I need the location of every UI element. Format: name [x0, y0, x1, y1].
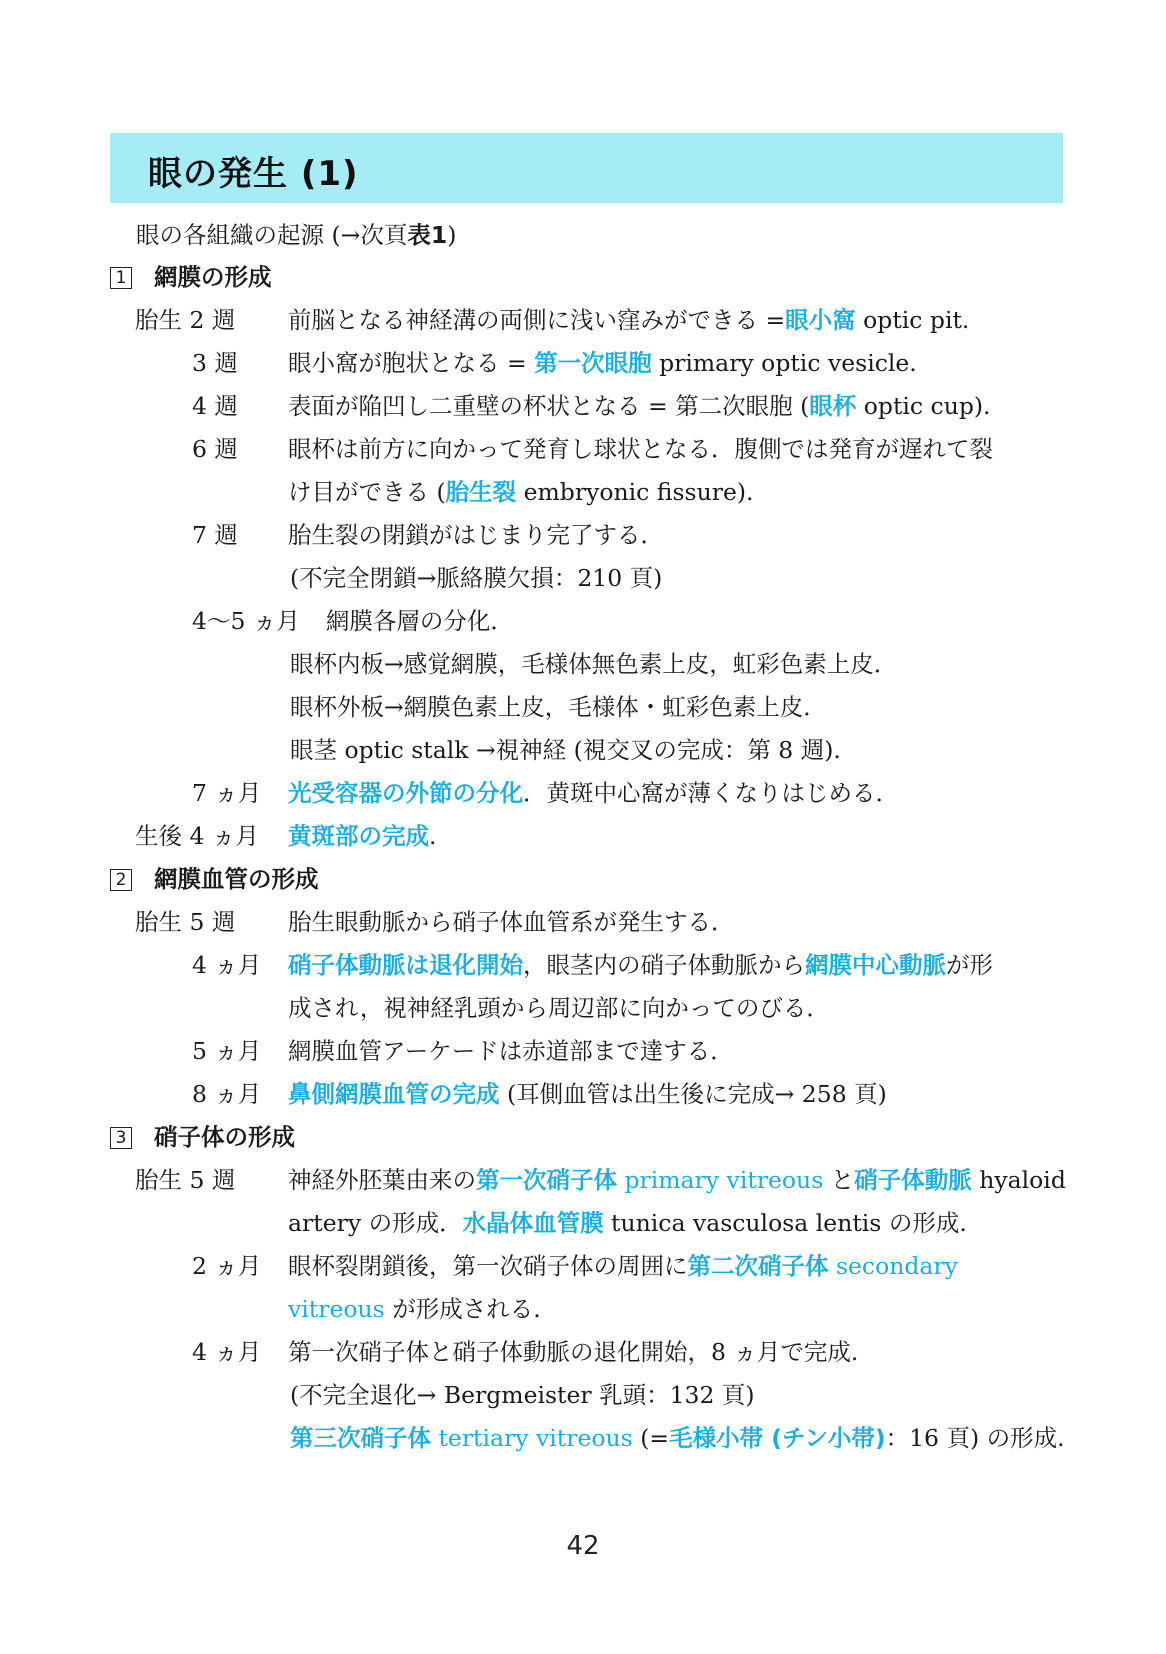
timeline-text: 神経外胚葉由来の第一次硝子体 primary vitreous と硝子体動脈 hyaloid	[288, 1166, 1066, 1194]
highlight-term: 第一次眼胞	[534, 349, 652, 377]
timeline-text: 眼小窩が胞状となる = 第一次眼胞 primary optic vesicle.	[288, 349, 917, 377]
section-title: 硝子体の形成	[154, 1123, 295, 1151]
timeline-text: 眼杯外板→網膜色素上皮，毛様体・虹彩色素上皮．	[290, 693, 827, 721]
highlight-term: 胎生裂	[445, 478, 517, 506]
timeline-text: 黄斑部の完成.	[288, 822, 437, 850]
timeline-label: 4〜5 ヵ月 網膜各層の分化．	[192, 607, 514, 635]
timeline-text: 表面が陥凹し二重壁の杯状となる = 第二次眼胞 (眼杯 optic cup).	[288, 392, 991, 420]
timeline-text: 胎生裂の閉鎖がはじまり完了する．	[288, 521, 664, 549]
timeline-text: 第一次硝子体と硝子体動脈の退化開始，8 ヵ月で完成.	[288, 1338, 859, 1366]
highlight-term: 第一次硝子体	[476, 1166, 617, 1194]
timeline-text: 前脳となる神経溝の両側に浅い窪みができる =眼小窩 optic pit.	[288, 306, 970, 334]
page-title: 眼の発生 (1)	[148, 154, 359, 194]
highlight-term: 硝子体動脈は退化開始	[288, 951, 523, 979]
highlight-term: 硝子体動脈	[854, 1166, 972, 1194]
timeline-label: 4 ヵ月	[192, 1338, 262, 1366]
timeline-text: 硝子体動脈は退化開始，眼茎内の硝子体動脈から網膜中心動脈が形	[288, 951, 993, 979]
highlight-term: 毛様小帯 (チン小帯)	[669, 1424, 886, 1452]
timeline-label: 生後 4 ヵ月	[135, 822, 259, 850]
section-title: 網膜血管の形成	[154, 865, 319, 893]
timeline-text: (不完全退化→ Bergmeister 乳頭：132 頁)	[290, 1381, 755, 1409]
section-number: 1	[110, 267, 132, 289]
highlight-term: 鼻側網膜血管の完成	[288, 1080, 500, 1108]
highlight-term: 眼杯	[809, 392, 857, 420]
intro-close: )	[447, 221, 457, 249]
section-3-heading	[110, 1122, 295, 1152]
timeline-text: artery の形成．水晶体血管膜 tunica vasculosa lentis の形成.	[288, 1209, 967, 1237]
timeline-text: (不完全閉鎖→脈絡膜欠損：210 頁)	[290, 564, 663, 592]
intro-line	[136, 220, 456, 250]
highlight-term: 第二次硝子体	[687, 1252, 829, 1280]
timeline-label: 7 ヵ月	[192, 779, 262, 807]
timeline-text: 眼杯内板→感覚網膜，毛様体無色素上皮，虹彩色素上皮．	[290, 650, 898, 678]
intro-text: 眼の各組織の起源 (→次頁	[136, 221, 408, 249]
highlight-term: 水晶体血管膜	[462, 1209, 604, 1237]
highlight-term: 黄斑部の完成	[288, 822, 429, 850]
timeline-label: 7 週	[192, 521, 238, 549]
highlight-term: 光受容器の外節の分化	[288, 779, 523, 807]
timeline-text: け目ができる (胎生裂 embryonic fissure).	[288, 478, 754, 506]
timeline-text: vitreous が形成される.	[288, 1295, 541, 1323]
timeline-text: 成され，視神経乳頭から周辺部に向かってのびる．	[288, 994, 830, 1022]
timeline-label: 胎生 5 週	[135, 908, 236, 936]
timeline-label: 4 週	[192, 392, 238, 420]
section-number: 3	[110, 1127, 132, 1149]
timeline-text: 胎生眼動脈から硝子体血管系が発生する．	[288, 908, 735, 936]
timeline-text: 鼻側網膜血管の完成 (耳側血管は出生後に完成→ 258 頁)	[288, 1080, 887, 1108]
timeline-text: 眼杯は前方に向かって発育し球状となる．腹側では発育が遅れて裂	[288, 435, 993, 463]
section-number: 2	[110, 869, 132, 891]
timeline-text: 第三次硝子体 tertiary vitreous (=毛様小帯 (チン小帯)：16 頁) の形成.	[290, 1424, 1065, 1452]
timeline-label: 2 ヵ月	[192, 1252, 262, 1280]
timeline-label: 胎生 2 週	[135, 306, 236, 334]
timeline-label: 4 ヵ月	[192, 951, 262, 979]
section-1-heading	[110, 262, 272, 292]
page-number: 42	[566, 1531, 600, 1561]
timeline-text: 網膜血管アーケードは赤道部まで達する．	[288, 1037, 734, 1065]
timeline-label: 胎生 5 週	[135, 1166, 236, 1194]
section-header	[110, 133, 1063, 203]
highlight-term: 網膜中心動脈	[805, 951, 946, 979]
highlight-term: 眼小窩	[785, 306, 856, 334]
timeline-text: 光受容器の外節の分化．黄斑中心窩が薄くなりはじめる．	[288, 779, 899, 807]
timeline-label: 3 週	[192, 349, 238, 377]
highlight-term: 第三次硝子体	[290, 1424, 431, 1452]
timeline-label: 5 ヵ月	[192, 1037, 262, 1065]
timeline-text: 眼茎 optic stalk →視神経 (視交叉の完成：第 8 週).	[290, 736, 841, 764]
section-title: 網膜の形成	[154, 263, 272, 291]
timeline-label: 8 ヵ月	[192, 1080, 262, 1108]
section-2-heading	[110, 864, 319, 894]
timeline-text: 眼杯裂閉鎖後，第一次硝子体の周囲に第二次硝子体 secondary	[288, 1252, 958, 1280]
table-ref: 表1	[407, 221, 448, 249]
timeline-label: 6 週	[192, 435, 238, 463]
